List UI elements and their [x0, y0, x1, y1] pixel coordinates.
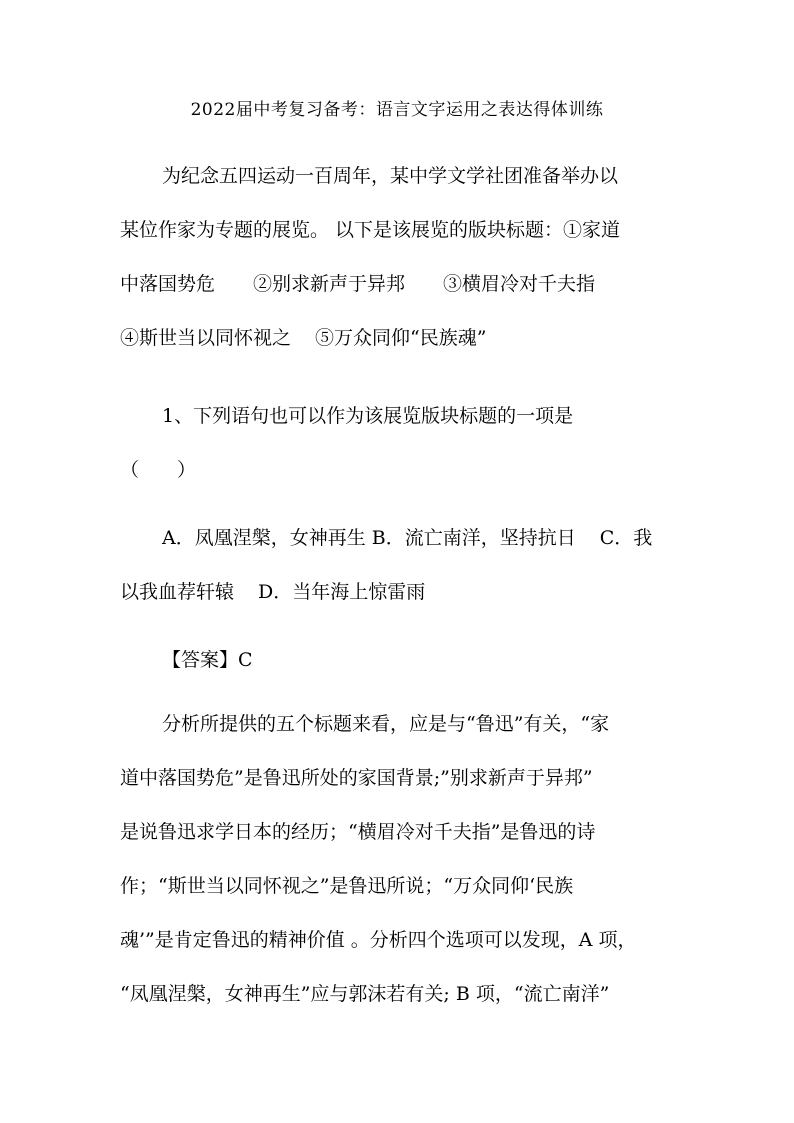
question-blank: （ ）	[120, 459, 197, 481]
analysis-line-3: 是说鲁迅求学日本的经历；“横眉冷对千夫指”是鲁迅的诗	[120, 821, 596, 843]
analysis-line-5: 魂’”是肯定鲁迅的精神价值 。分析四个选项可以发现，A 项，	[120, 929, 637, 951]
intro-line-2: 某位作家为专题的展览。 以下是该展览的版块标题：①家道	[120, 219, 621, 241]
heading-item-5: ⑤万众同仰“民族魂”	[315, 327, 487, 349]
intro-line-4	[120, 311, 700, 365]
analysis-line-4: 作；“斯世当以同怀视之”是鲁迅所说；“万众同仰‘民族	[120, 875, 574, 897]
option-d: D．当年海上惊雷雨	[258, 581, 426, 603]
options-paragraph	[120, 511, 700, 619]
intro-line-1: 为纪念五四运动一百周年，某中学文学社团准备举办以	[162, 165, 619, 187]
answer-paragraph	[120, 633, 700, 687]
option-c-end: 以我血荐轩辕	[120, 581, 235, 603]
heading-item-2: ②别求新声于异邦	[253, 273, 406, 295]
intro-paragraph	[120, 149, 700, 365]
document-title: 2022届中考复习备考：语言文字运用之表达得体训练	[190, 100, 604, 120]
options-line-2	[120, 565, 700, 619]
analysis-line-6: “凤凰涅槃，女神再生”应与郭沫若有关; B 项，“流亡南洋”	[120, 983, 610, 1005]
analysis-line-1: 分析所提供的五个标题来看，应是与“鲁迅”有关，“家	[162, 713, 610, 735]
question-line-1: 1、下列语句也可以作为该展览版块标题的一项是	[162, 405, 574, 427]
answer-text: 【答案】C	[162, 649, 253, 671]
option-a-b: A．凤凰涅槃，女神再生 B．流亡南洋，坚持抗日	[162, 527, 576, 549]
intro-line-3	[120, 257, 700, 311]
heading-item-4: ④斯世当以同怀视之	[120, 327, 292, 349]
analysis-paragraph	[120, 697, 700, 1021]
question-paragraph	[120, 389, 700, 497]
option-c-start: C．我	[599, 527, 653, 549]
analysis-line-2: 道中落国势危”是鲁迅所处的家国背景;”别求新声于异邦”	[120, 767, 593, 789]
heading-item-1: 中落国势危	[120, 273, 216, 295]
options-line-1	[120, 511, 700, 565]
heading-item-3: ③横眉冷对千夫指	[443, 273, 596, 295]
